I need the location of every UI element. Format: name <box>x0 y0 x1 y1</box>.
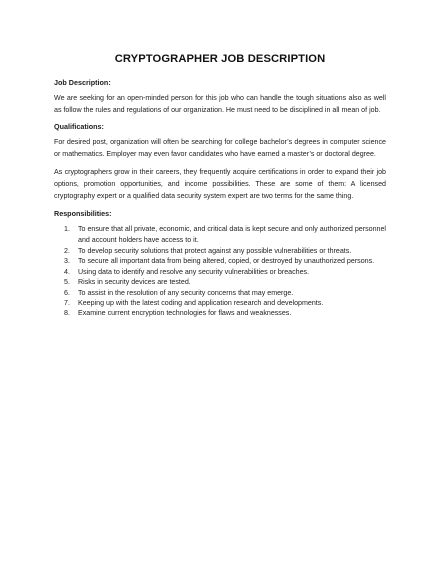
list-item-text: To secure all important data from being altered, copied, or destroyed by unauthorized persons. <box>78 257 375 266</box>
list-item-text: Using data to identify and resolve any security vulnerabilities or breaches. <box>78 267 310 276</box>
list-item-number: 1. <box>64 225 70 234</box>
list-item-number: 5. <box>64 278 70 287</box>
list-item <box>54 246 386 256</box>
list-item-number: 6. <box>64 288 70 297</box>
list-item-number: 7. <box>64 299 70 307</box>
document-title: CRYPTOGRAPHER JOB DESCRIPTION <box>114 53 326 65</box>
list-item-text: To assist in the resolution of any security concerns that may emerge. <box>78 288 294 297</box>
list-item <box>54 224 386 245</box>
list-item-text: To ensure that all private, economic, and critical data is kept secure and only authorized personnel and account holders have access to it. <box>78 225 386 244</box>
responsibilities-list <box>54 224 386 319</box>
list-item-text: Risks in security devices are tested. <box>78 278 191 287</box>
list-item <box>54 267 386 277</box>
job-description-heading: Job Description: <box>54 78 111 87</box>
qualifications-paragraph: For desired post, organization will often be searching for college bachelor’s degrees in computer science or mathematics. Employer may even favor candidates who have earned a master’s or doctoral degree. <box>54 138 386 158</box>
list-item-text: To develop security solutions that protect against any possible vulnerabilities or threats. <box>78 246 352 255</box>
qualifications-paragraph: As cryptographers grow in their careers, they frequently acquire certifications in order to expand their job options, promotion opportunities, and income possibilities. These are some of them: A licensed cryptography expert or a qualified data security system expert are two terms for the same thing. <box>54 168 386 200</box>
list-item <box>54 308 386 318</box>
list-item-number: 8. <box>64 309 70 318</box>
list-item-number: 2. <box>64 246 70 255</box>
job-description-text: We are seeking for an open-minded person for this job who can handle the tough situations also as well as follow the rules and regulations of our organization. He must need to be disciplined in all mean of job. <box>54 94 386 114</box>
list-item <box>54 288 386 298</box>
qualifications-heading: Qualifications: <box>54 122 104 132</box>
list-item-text: Examine current encryption technologies for flaws and weaknesses. <box>78 309 292 318</box>
list-item <box>54 277 386 287</box>
responsibilities-heading: Responsibilities: <box>54 209 112 219</box>
list-item-number: 4. <box>64 267 70 276</box>
list-item <box>54 298 386 308</box>
list-item <box>54 256 386 266</box>
list-item-number: 3. <box>64 257 70 266</box>
list-item-text: Keeping up with the latest coding and application research and developments. <box>78 299 324 307</box>
